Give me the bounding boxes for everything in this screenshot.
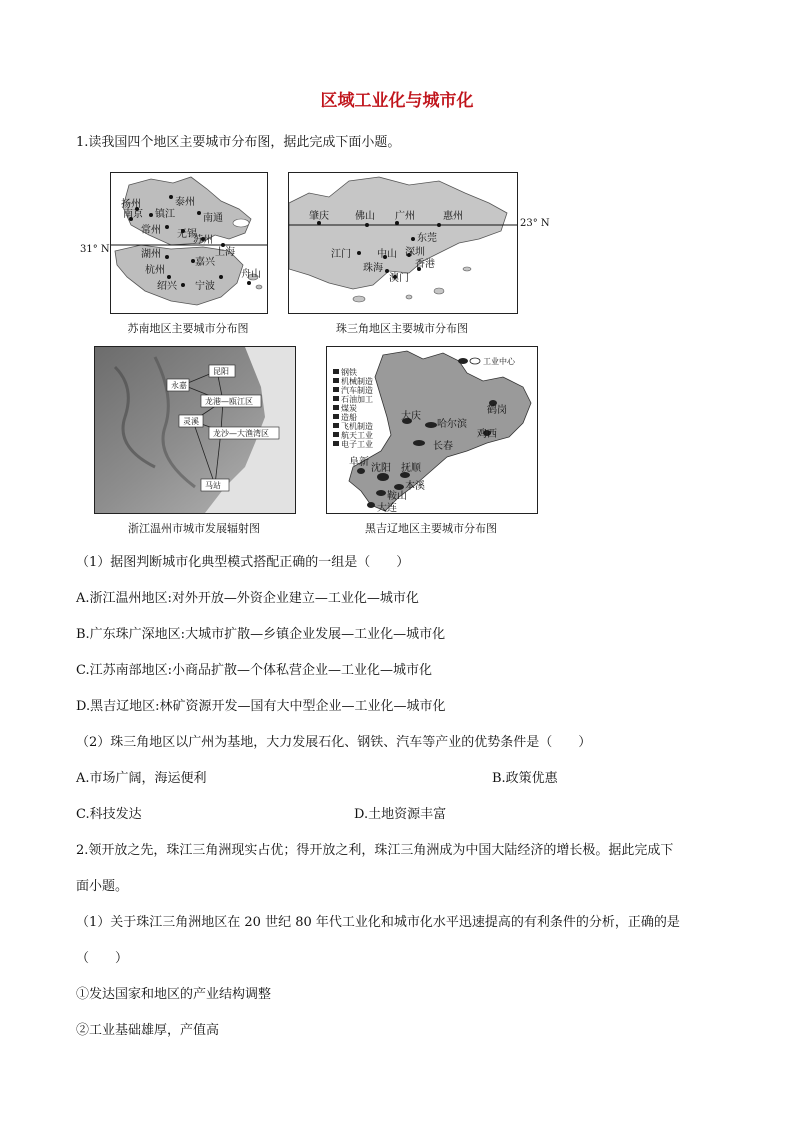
city-nanjing: 南京 xyxy=(123,209,143,220)
sunan-map xyxy=(110,172,268,314)
question-1-stem: 1.读我国四个地区主要城市分布图，据此完成下面小题。 xyxy=(76,135,401,150)
svg-text:航天工业: 航天工业 xyxy=(341,431,373,440)
q1-sub1-stem: （1）据图判断城市化典型模式搭配正确的一组是（ ） xyxy=(76,555,410,570)
zhusanjiao-caption: 珠三角地区主要城市分布图 xyxy=(336,322,468,335)
city-zhenjiang: 镇江 xyxy=(155,209,175,220)
svg-text:煤炭: 煤炭 xyxy=(341,404,357,413)
city-shanghai: 上海 xyxy=(215,247,235,258)
city-hangzhou: 杭州 xyxy=(145,265,165,276)
city-wuxi: 无锡 xyxy=(177,229,197,240)
city-zhaoqing: 肇庆 xyxy=(309,211,329,222)
city-daqing: 大庆 xyxy=(401,411,421,422)
city-taizhou: 泰州 xyxy=(175,197,195,208)
q1-sub2-stem: （2）珠三角地区以广州为基地，大力发展石化、钢铁、汽车等产业的优势条件是（ ） xyxy=(76,735,592,750)
question-2-stem-line1: 2.领开放之先，珠江三角洲现实占优；得开放之利，珠江三角洲成为中国大陆经济的增长极。据此完成下 xyxy=(76,843,674,858)
city-longgang: 龙港—瓯江区 xyxy=(205,397,253,406)
city-fuxin: 阜新 xyxy=(349,457,369,468)
heijiliao-caption: 黑吉辽地区主要城市分布图 xyxy=(365,522,497,535)
city-changchun: 长春 xyxy=(433,441,453,452)
city-xianggang: 香港 xyxy=(415,259,435,270)
city-jiaxing: 嘉兴 xyxy=(195,257,215,268)
city-lingxi: 灵溪 xyxy=(183,417,199,426)
city-foshan: 佛山 xyxy=(355,211,375,222)
q2-sub1-item-1: ①发达国家和地区的产业结构调整 xyxy=(76,987,272,1002)
svg-text:电子工业: 电子工业 xyxy=(341,440,373,449)
city-benxi: 本溪 xyxy=(405,481,425,492)
city-nantong: 南通 xyxy=(203,213,223,224)
city-anshan: 鞍山 xyxy=(387,491,407,502)
city-jixi: 鸡西 xyxy=(477,429,497,440)
wenzhou-caption: 浙江温州市城市发展辐射图 xyxy=(128,522,260,535)
city-longsha: 龙沙—大渔湾区 xyxy=(213,429,269,438)
city-yangzhou: 扬州 xyxy=(121,199,141,210)
city-shaoxing: 绍兴 xyxy=(157,281,177,292)
q1-sub2-option-d: D.土地资源丰富 xyxy=(354,807,447,822)
city-jiangmen: 江门 xyxy=(331,249,351,260)
city-kunyang: 昆阳 xyxy=(213,367,229,376)
wenzhou-map xyxy=(94,346,296,514)
city-guangzhou: 广州 xyxy=(395,211,415,222)
city-dongguan: 东莞 xyxy=(417,233,437,244)
svg-text:汽车制造: 汽车制造 xyxy=(341,386,373,395)
city-hegang: 鹤岗 xyxy=(487,405,507,416)
svg-text:石油加工: 石油加工 xyxy=(341,395,373,404)
q1-sub2-option-a: A.市场广阔，海运便利 xyxy=(76,771,207,786)
city-yongjia: 永嘉 xyxy=(171,381,187,390)
page-title: 区域工业化与城市化 xyxy=(320,91,474,111)
q2-sub1-item-2: ②工业基础雄厚，产值高 xyxy=(76,1023,220,1038)
q1-sub1-option-d: D.黑吉辽地区:林矿资源开发—国有大中型企业—工业化—城市化 xyxy=(76,699,446,714)
city-zhongshan: 中山 xyxy=(377,249,397,260)
sunan-caption: 苏南地区主要城市分布图 xyxy=(127,322,249,335)
zhusanjiao-latitude: 23° N xyxy=(520,218,550,229)
city-fushun: 抚顺 xyxy=(401,463,421,474)
heijiliao-legend xyxy=(333,367,373,449)
city-shenyang: 沈阳 xyxy=(371,463,391,474)
q1-sub1-option-c: C.江苏南部地区:小商品扩散—个体私营企业—工业化—城市化 xyxy=(76,663,432,678)
city-ningbo: 宁波 xyxy=(195,281,215,292)
svg-text:造船: 造船 xyxy=(341,413,357,422)
city-mazhan: 马站 xyxy=(205,481,221,490)
city-shenzhen: 深圳 xyxy=(405,247,425,258)
legend-industrial-center: 工业中心 xyxy=(483,357,515,366)
q2-sub1-stem-line1: （1）关于珠江三角洲地区在 20 世纪 80 年代工业化和城市化水平迅速提高的有利条件的分析，正确的是 xyxy=(76,915,680,930)
zhusanjiao-map xyxy=(288,172,518,314)
svg-text:钢铁: 钢铁 xyxy=(341,368,357,377)
sunan-latitude: 31° N xyxy=(80,244,110,255)
city-zhuhai: 珠海 xyxy=(363,263,383,274)
city-huizhou: 惠州 xyxy=(443,211,463,222)
q1-sub2-option-b: B.政策优惠 xyxy=(492,771,558,786)
city-huzhou: 湖州 xyxy=(141,249,161,260)
q1-sub1-option-b: B.广东珠广深地区:大城市扩散—乡镇企业发展—工业化—城市化 xyxy=(76,627,446,642)
question-2-stem-line2: 面小题。 xyxy=(76,879,129,894)
q1-sub2-option-c: C.科技发达 xyxy=(76,807,142,822)
q1-sub1-option-a: A.浙江温州地区:对外开放—外资企业建立—工业化—城市化 xyxy=(76,591,419,606)
q2-sub1-stem-line2: （ ） xyxy=(76,951,129,966)
city-aomen: 澳门 xyxy=(389,273,409,284)
svg-text:飞机制造: 飞机制造 xyxy=(341,422,373,431)
city-zhoushan: 舟山 xyxy=(241,269,261,280)
svg-text:机械制造: 机械制造 xyxy=(341,377,373,386)
city-harbin: 哈尔滨 xyxy=(437,419,467,430)
heijiliao-map xyxy=(326,346,538,514)
city-dalian: 大连 xyxy=(377,503,397,513)
city-changzhou: 常州 xyxy=(141,225,161,236)
city-suzhou: 苏州 xyxy=(193,235,213,246)
